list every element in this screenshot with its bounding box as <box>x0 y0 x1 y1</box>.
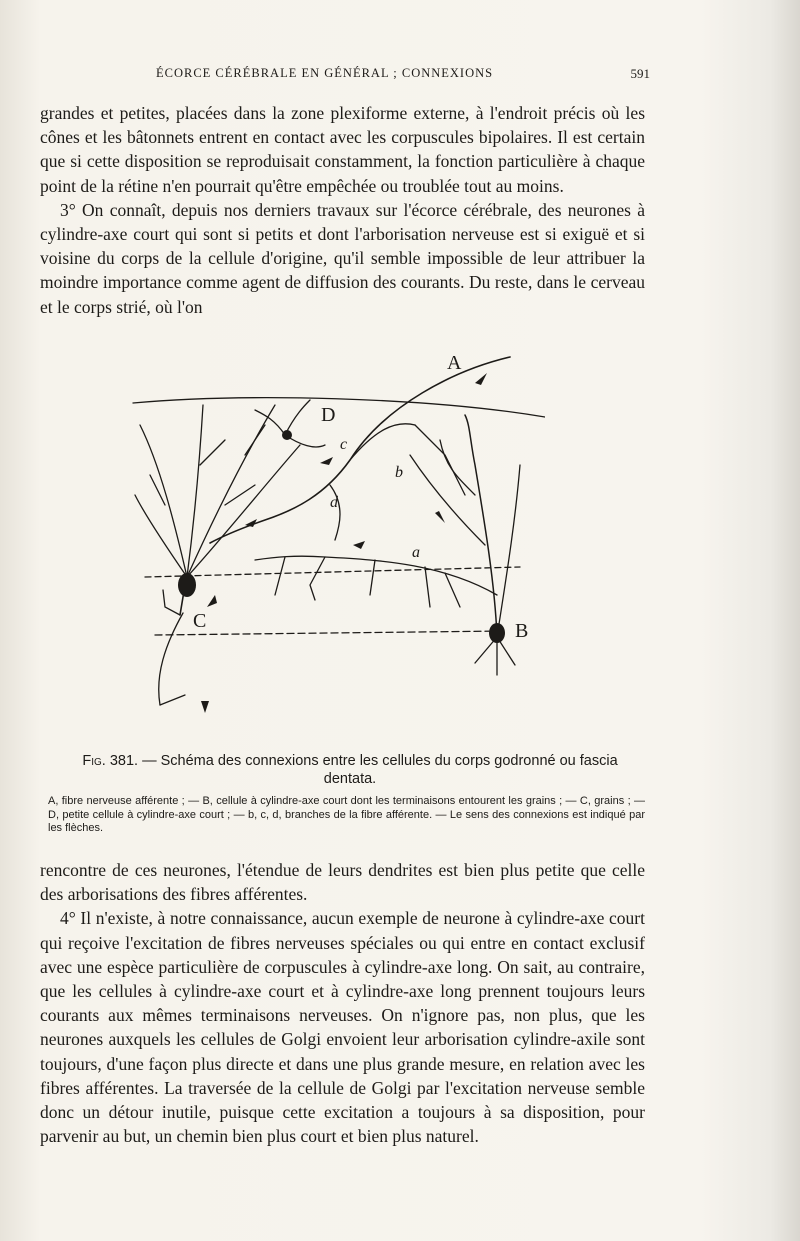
paragraph-point-4: 4° Il n'existe, à notre connaissance, aucun exemple de neurone à cylindre-axe court qui reçoive l'excitation de fibres nerveuses spéciales ou qui entre en contact exclusif avec une espèce particulière de corpuscules à cylindre-axe long. On sait, au contraire, que les cellules à cylindre-axe court et à cylindre-axe long prennent toujours leurs courants aux mêmes terminaisons nerveuses. On n'ignore pas, non plus, que les neurones auxquels les cellules de Golgi envoient leur arborisation cylindre-axile sont toujours, d'une façon plus directe et dans une plus grande mesure, en relation avec les fibres afférentes. La traversée de la cellule de Golgi par l'excitation nerveuse semble donc un détour inutile, puisque cette excitation a toujours à sa disposition, pour parvenir au but, un chemin bien plus court et bien plus naturel. <box>40 908 645 1147</box>
fiber-branch-b <box>415 425 465 495</box>
figure-legend: A, fibre nerveuse afférente ; — B, cellule à cylindre-axe court dont les terminaisons entourent les grains ; — C, grains ; — D, petite cellule à cylindre-axe court ; — b, c, d, branches de la fibre afférente. — Le sens des connexions est indiqué par les flèches. <box>48 795 645 835</box>
body-text-top <box>40 101 645 319</box>
paragraph-continuation: grandes et petites, placées dans la zone plexiforme externe, à l'endroit précis où les cônes et les bâtonnets entrent en contact avec les corpuscules bipolaires. Il est certain que si cette disposition se reproduisait constamment, la fonction particulière à chaque point de la rétine n'en pourrait qu'être empêchée ou troublée tout au moins. <box>40 103 645 196</box>
figure-caption <box>80 752 620 788</box>
label-b: b <box>395 464 403 481</box>
running-head <box>40 66 650 86</box>
paragraph-continuation-bottom: rencontre de ces neurones, l'étendue de leurs dendrites est bien plus petite que celle des arborisations des fibres afférentes. <box>40 860 645 905</box>
figure-number: Fig. 381. <box>82 753 139 769</box>
label-d: d <box>330 494 338 511</box>
label-A: A <box>447 352 462 374</box>
lower-layer-line <box>155 631 505 635</box>
page-number: 591 <box>630 66 650 81</box>
plexiform-boundary-line <box>133 398 545 417</box>
granule-layer-line <box>145 567 520 577</box>
body-text-bottom <box>40 858 645 1148</box>
cell-body-d <box>282 430 292 440</box>
paragraph-point-3: 3° On connaît, depuis nos derniers travaux sur l'écorce cérébrale, des neurones à cylindre-axe court qui sont si petits et dont l'arborisation nerveuse est si exiguë et si voisine du corps de la cellule d'origine, qu'il semble impossible de leur attribuer la moindre importance comme agent de diffusion des courants. Du reste, dans le cerveau et le corps strié, où l'on <box>40 199 645 317</box>
axon-a <box>255 556 497 595</box>
cell-body-c <box>178 573 196 597</box>
figure-381-diagram <box>125 345 545 745</box>
label-C: C <box>193 610 207 632</box>
afferent-fiber-a <box>210 357 510 543</box>
label-a: a <box>412 544 420 561</box>
cell-body-b <box>489 623 505 643</box>
figure-caption-text: — Schéma des connexions entre les cellules du corps godronné ou fascia dentata. <box>138 753 618 787</box>
label-c: c <box>340 436 348 453</box>
label-D: D <box>321 404 336 426</box>
label-B: B <box>515 620 529 642</box>
fiber-branch-c <box>350 424 415 460</box>
running-title: ÉCORCE CÉRÉBRALE EN GÉNÉRAL ; CONNEXIONS <box>156 66 494 80</box>
neuron-connection-schema <box>125 345 545 745</box>
